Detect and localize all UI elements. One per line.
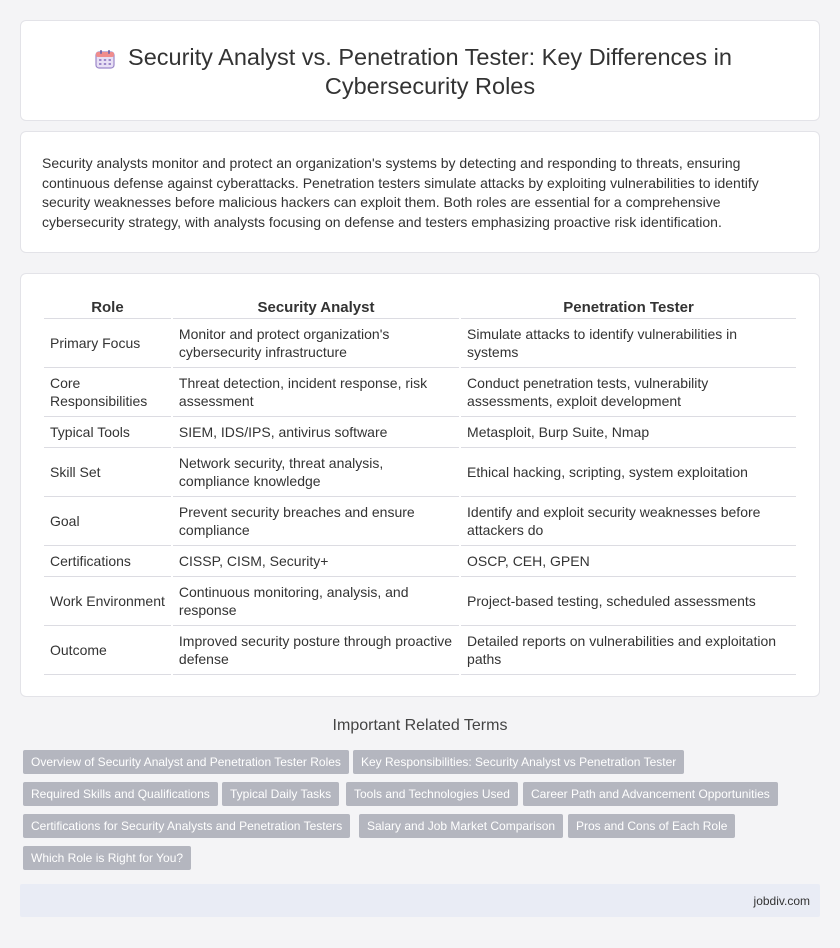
analyst-cell: Improved security posture through proactive defense xyxy=(173,626,459,675)
tester-cell: Metasploit, Burp Suite, Nmap xyxy=(461,417,796,448)
row-label: Outcome xyxy=(44,626,171,675)
analyst-cell: Prevent security breaches and ensure compliance xyxy=(173,497,459,546)
related-term-tag[interactable]: Typical Daily Tasks xyxy=(222,782,339,806)
row-label: Primary Focus xyxy=(44,319,171,368)
header-security-analyst: Security Analyst xyxy=(173,293,459,319)
related-terms-title: Important Related Terms xyxy=(332,717,508,734)
footer-site[interactable]: jobdiv.com xyxy=(753,894,810,908)
row-label: Typical Tools xyxy=(44,417,171,448)
comparison-table xyxy=(42,293,798,675)
analyst-cell: Threat detection, incident response, risk assessment xyxy=(173,368,459,417)
tester-cell: Ethical hacking, scripting, system exploitation xyxy=(461,448,796,497)
table-row xyxy=(44,368,796,417)
analyst-cell: SIEM, IDS/IPS, antivirus software xyxy=(173,417,459,448)
table-row xyxy=(44,577,796,626)
related-term-tag[interactable]: Career Path and Advancement Opportunities xyxy=(523,782,778,806)
header-card xyxy=(20,20,820,121)
comparison-card xyxy=(20,273,820,697)
related-term-tag[interactable]: Key Responsibilities: Security Analyst vs Penetration Tester xyxy=(353,750,684,774)
analyst-cell: Continuous monitoring, analysis, and response xyxy=(173,577,459,626)
footer xyxy=(20,884,820,917)
row-label: Skill Set xyxy=(44,448,171,497)
related-term-tag[interactable]: Certifications for Security Analysts and Penetration Testers xyxy=(23,814,350,838)
header-penetration-tester: Penetration Tester xyxy=(461,293,796,319)
table-header-row xyxy=(44,293,796,319)
table-row xyxy=(44,497,796,546)
table-row xyxy=(44,448,796,497)
intro-paragraph: Security analysts monitor and protect an organization's systems by detecting and responding to threats, ensuring continuous defense against cyberattacks. Penetration testers simulate attacks by exploiting vulnerabilities to identify security weaknesses before malicious hackers can exploit them. Both roles are essential for a comprehensive cybersecurity strategy, with analysts focusing on defense and testers emphasizing proactive risk identification. xyxy=(42,155,759,230)
analyst-cell: Monitor and protect organization's cybersecurity infrastructure xyxy=(173,319,459,368)
intro-card xyxy=(20,131,820,253)
header-role: Role xyxy=(44,293,171,319)
analyst-cell: CISSP, CISM, Security+ xyxy=(173,546,459,577)
row-label: Certifications xyxy=(44,546,171,577)
table-row xyxy=(44,546,796,577)
tester-cell: Project-based testing, scheduled assessments xyxy=(461,577,796,626)
tester-cell: Detailed reports on vulnerabilities and exploitation paths xyxy=(461,626,796,675)
row-label: Work Environment xyxy=(44,577,171,626)
row-label: Goal xyxy=(44,497,171,546)
related-term-tag[interactable]: Salary and Job Market Comparison xyxy=(359,814,563,838)
table-row xyxy=(44,417,796,448)
related-term-tag[interactable]: Required Skills and Qualifications xyxy=(23,782,218,806)
row-label: Core Responsibilities xyxy=(44,368,171,417)
page-title: Security Analyst vs. Penetration Tester: Key Differences in Cybersecurity Roles xyxy=(128,44,732,99)
related-term-tag[interactable]: Which Role is Right for You? xyxy=(23,846,191,870)
tester-cell: OSCP, CEH, GPEN xyxy=(461,546,796,577)
tester-cell: Conduct penetration tests, vulnerability assessments, exploit development xyxy=(461,368,796,417)
analyst-cell: Network security, threat analysis, compliance knowledge xyxy=(173,448,459,497)
table-row xyxy=(44,319,796,368)
tester-cell: Identify and exploit security weaknesses before attackers do xyxy=(461,497,796,546)
tester-cell: Simulate attacks to identify vulnerabilities in systems xyxy=(461,319,796,368)
table-row xyxy=(44,626,796,675)
related-term-tag[interactable]: Overview of Security Analyst and Penetration Tester Roles xyxy=(23,750,349,774)
related-term-tag[interactable]: Tools and Technologies Used xyxy=(346,782,518,806)
related-term-tag[interactable]: Pros and Cons of Each Role xyxy=(568,814,735,838)
